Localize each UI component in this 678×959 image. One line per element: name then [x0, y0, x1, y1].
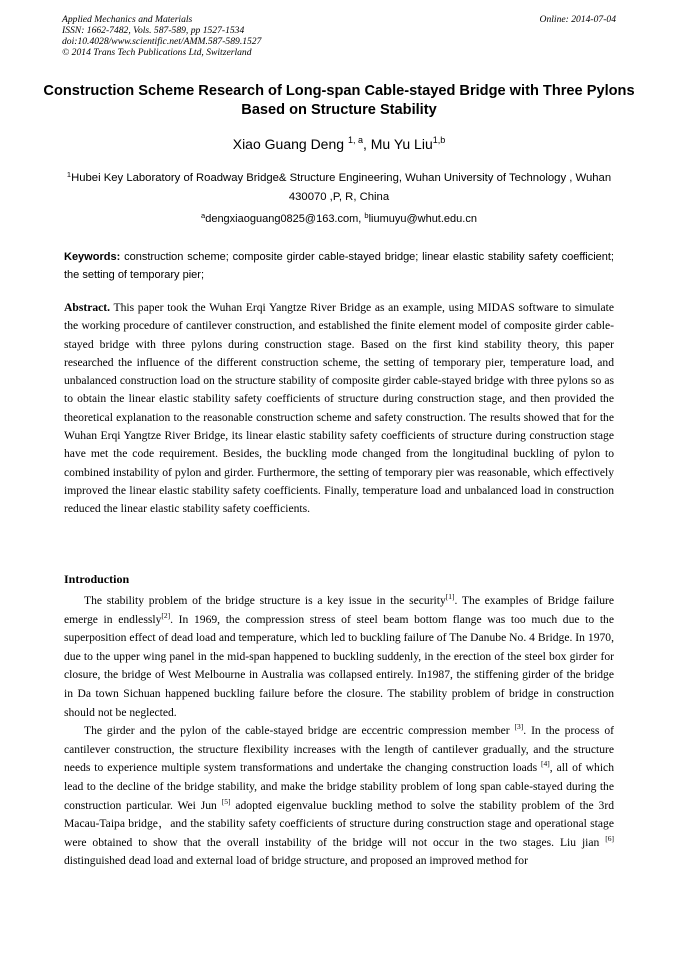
citation: [1] — [445, 592, 455, 601]
journal-name: Applied Mechanics and Materials — [62, 14, 193, 25]
author-name: Xiao Guang Deng — [232, 136, 345, 152]
author-line — [40, 131, 638, 153]
email-superscript: a — [201, 211, 206, 220]
paragraph-text: . In the process of cantilever construction, the structure flexibility increases with the length of cantilever gradually, and the structure needs to experience multiple system transformations and undertake the changing construction loads — [64, 724, 614, 775]
abstract-block — [64, 299, 614, 519]
author-name: Mu Yu Liu — [370, 136, 433, 152]
journal-doi: doi:10.4028/www.scientific.net/AMM.587-589.1527 — [62, 36, 262, 47]
keywords-text: construction scheme; composite girder cable-stayed bridge; linear elastic stability safety coefficient; the setting of temporary pier; — [64, 251, 614, 281]
citation: [2] — [161, 610, 171, 620]
journal-issn: ISSN: 1662-7482, Vols. 587-589, pp 1527-1534 — [62, 25, 245, 36]
paragraph-text: The stability problem of the bridge structure is a key issue in the security — [84, 594, 446, 607]
abstract-text: This paper took the Wuhan Erqi Yangtze River Bridge as an example, using MIDAS software to simulate the working procedure of cantilever construction, and established the finite element model of composite girder cable-stayed bridge with three pylons during construction stage. Based on the first kind stability theory, this paper researched the influence of the different construction scheme, the setting of temporary pier, temperature load, and unbalanced construction load on the structure stability of composite girder cable-stayed bridge with three pylons so as to obtain the linear elastic stability safety coefficients of structure during construction stage, and then provided the theoretical explanation to the reasonable construction scheme and safety construction. The results showed that for the Wuhan Erqi Yangtze River Bridge, its linear elastic stability safety coefficients of structure during construction stage have met the code requirement. Besides, the buckling mode changed from the longitudinal buckling of pylon to combined instability of pylon and girder. Furthermore, the setting of temporary pier was reasonable, which effectively improved the linear elastic stability safety coefficients. Finally, temperature load and unbalanced load in construction reduced the linear elastic stability safety coefficients. — [64, 301, 614, 516]
abstract-label: Abstract. — [64, 301, 111, 314]
author-separator: , — [362, 136, 371, 152]
affiliation-superscript: 1 — [66, 170, 72, 179]
paragraph-text: The girder and the pylon of the cable-stayed bridge are eccentric compression member — [84, 724, 510, 738]
keywords-label: Keywords: — [64, 251, 121, 263]
paragraph-text: . In 1969, the compression stress of steel beam bottom flange was too much due to the superposition effect of dead load and temperature, which led to buckling failure of The Danube No. 4 Bridge. In 1970, due to the upper wing panel in the mid-span happened to buckling suddenly, in the erection of the steel box girder for closure, the bridge of West Melbourne in Australia was collapsed entirely. In1987, the stiffening girder of the bridge in Da town Sichuan happened buckling failure before the closure. The stability problem of bridge in construction should not be neglected. — [64, 612, 614, 719]
email-address: dengxiaoguang0825@163.com, — [205, 213, 365, 225]
paragraph-text: . The examples of Bridge failure emerge in endlessly — [64, 594, 615, 626]
email-superscript: b — [364, 211, 369, 220]
paragraph-text: , all of which lead to the decline of the bridge stability, and make the bridge stability problem of long span cable-stayed during the construction particular. Wei Jun — [64, 761, 614, 812]
citation: [4] — [541, 759, 550, 769]
paragraph — [64, 592, 614, 722]
affiliation — [60, 166, 618, 206]
affiliation-text: Hubei Key Laboratory of Roadway Bridge& Structure Engineering, Wuhan University of Technology , Wuhan 430070 ,P, R, China — [71, 172, 612, 203]
journal-copyright: © 2014 Trans Tech Publications Ltd, Switzerland — [62, 47, 252, 58]
paper-title: Construction Scheme Research of Long-span Cable-stayed Bridge with Three Pylons Based on Structure Stability — [43, 83, 635, 118]
author-superscript: 1, a — [347, 135, 363, 145]
online-date: Online: 2014-07-04 — [539, 14, 616, 25]
paragraph-text: adopted eigenvalue buckling method to solve the stability problem of the 3rd Macau-Taipa bridge，and the stability safety coefficients of structure during construction stage and operational stage were obtained to show that the overall instability of the bridge will not occur in the two stages. Liu jian — [64, 798, 615, 849]
keywords-block — [64, 249, 614, 284]
citation: [3] — [514, 722, 524, 732]
paragraph-text: distinguished dead load and external load of bridge structure, and proposed an improved method for — [64, 854, 528, 868]
citation: [6] — [605, 833, 615, 843]
email-address: liumuyu@whut.edu.cn — [368, 213, 477, 225]
journal-header — [62, 14, 616, 58]
introduction-body — [64, 592, 614, 871]
paragraph — [64, 722, 614, 871]
section-heading-introduction: Introduction — [64, 572, 130, 586]
author-superscript: 1,b — [432, 135, 446, 145]
email-line — [60, 209, 618, 226]
citation: [5] — [221, 796, 231, 806]
